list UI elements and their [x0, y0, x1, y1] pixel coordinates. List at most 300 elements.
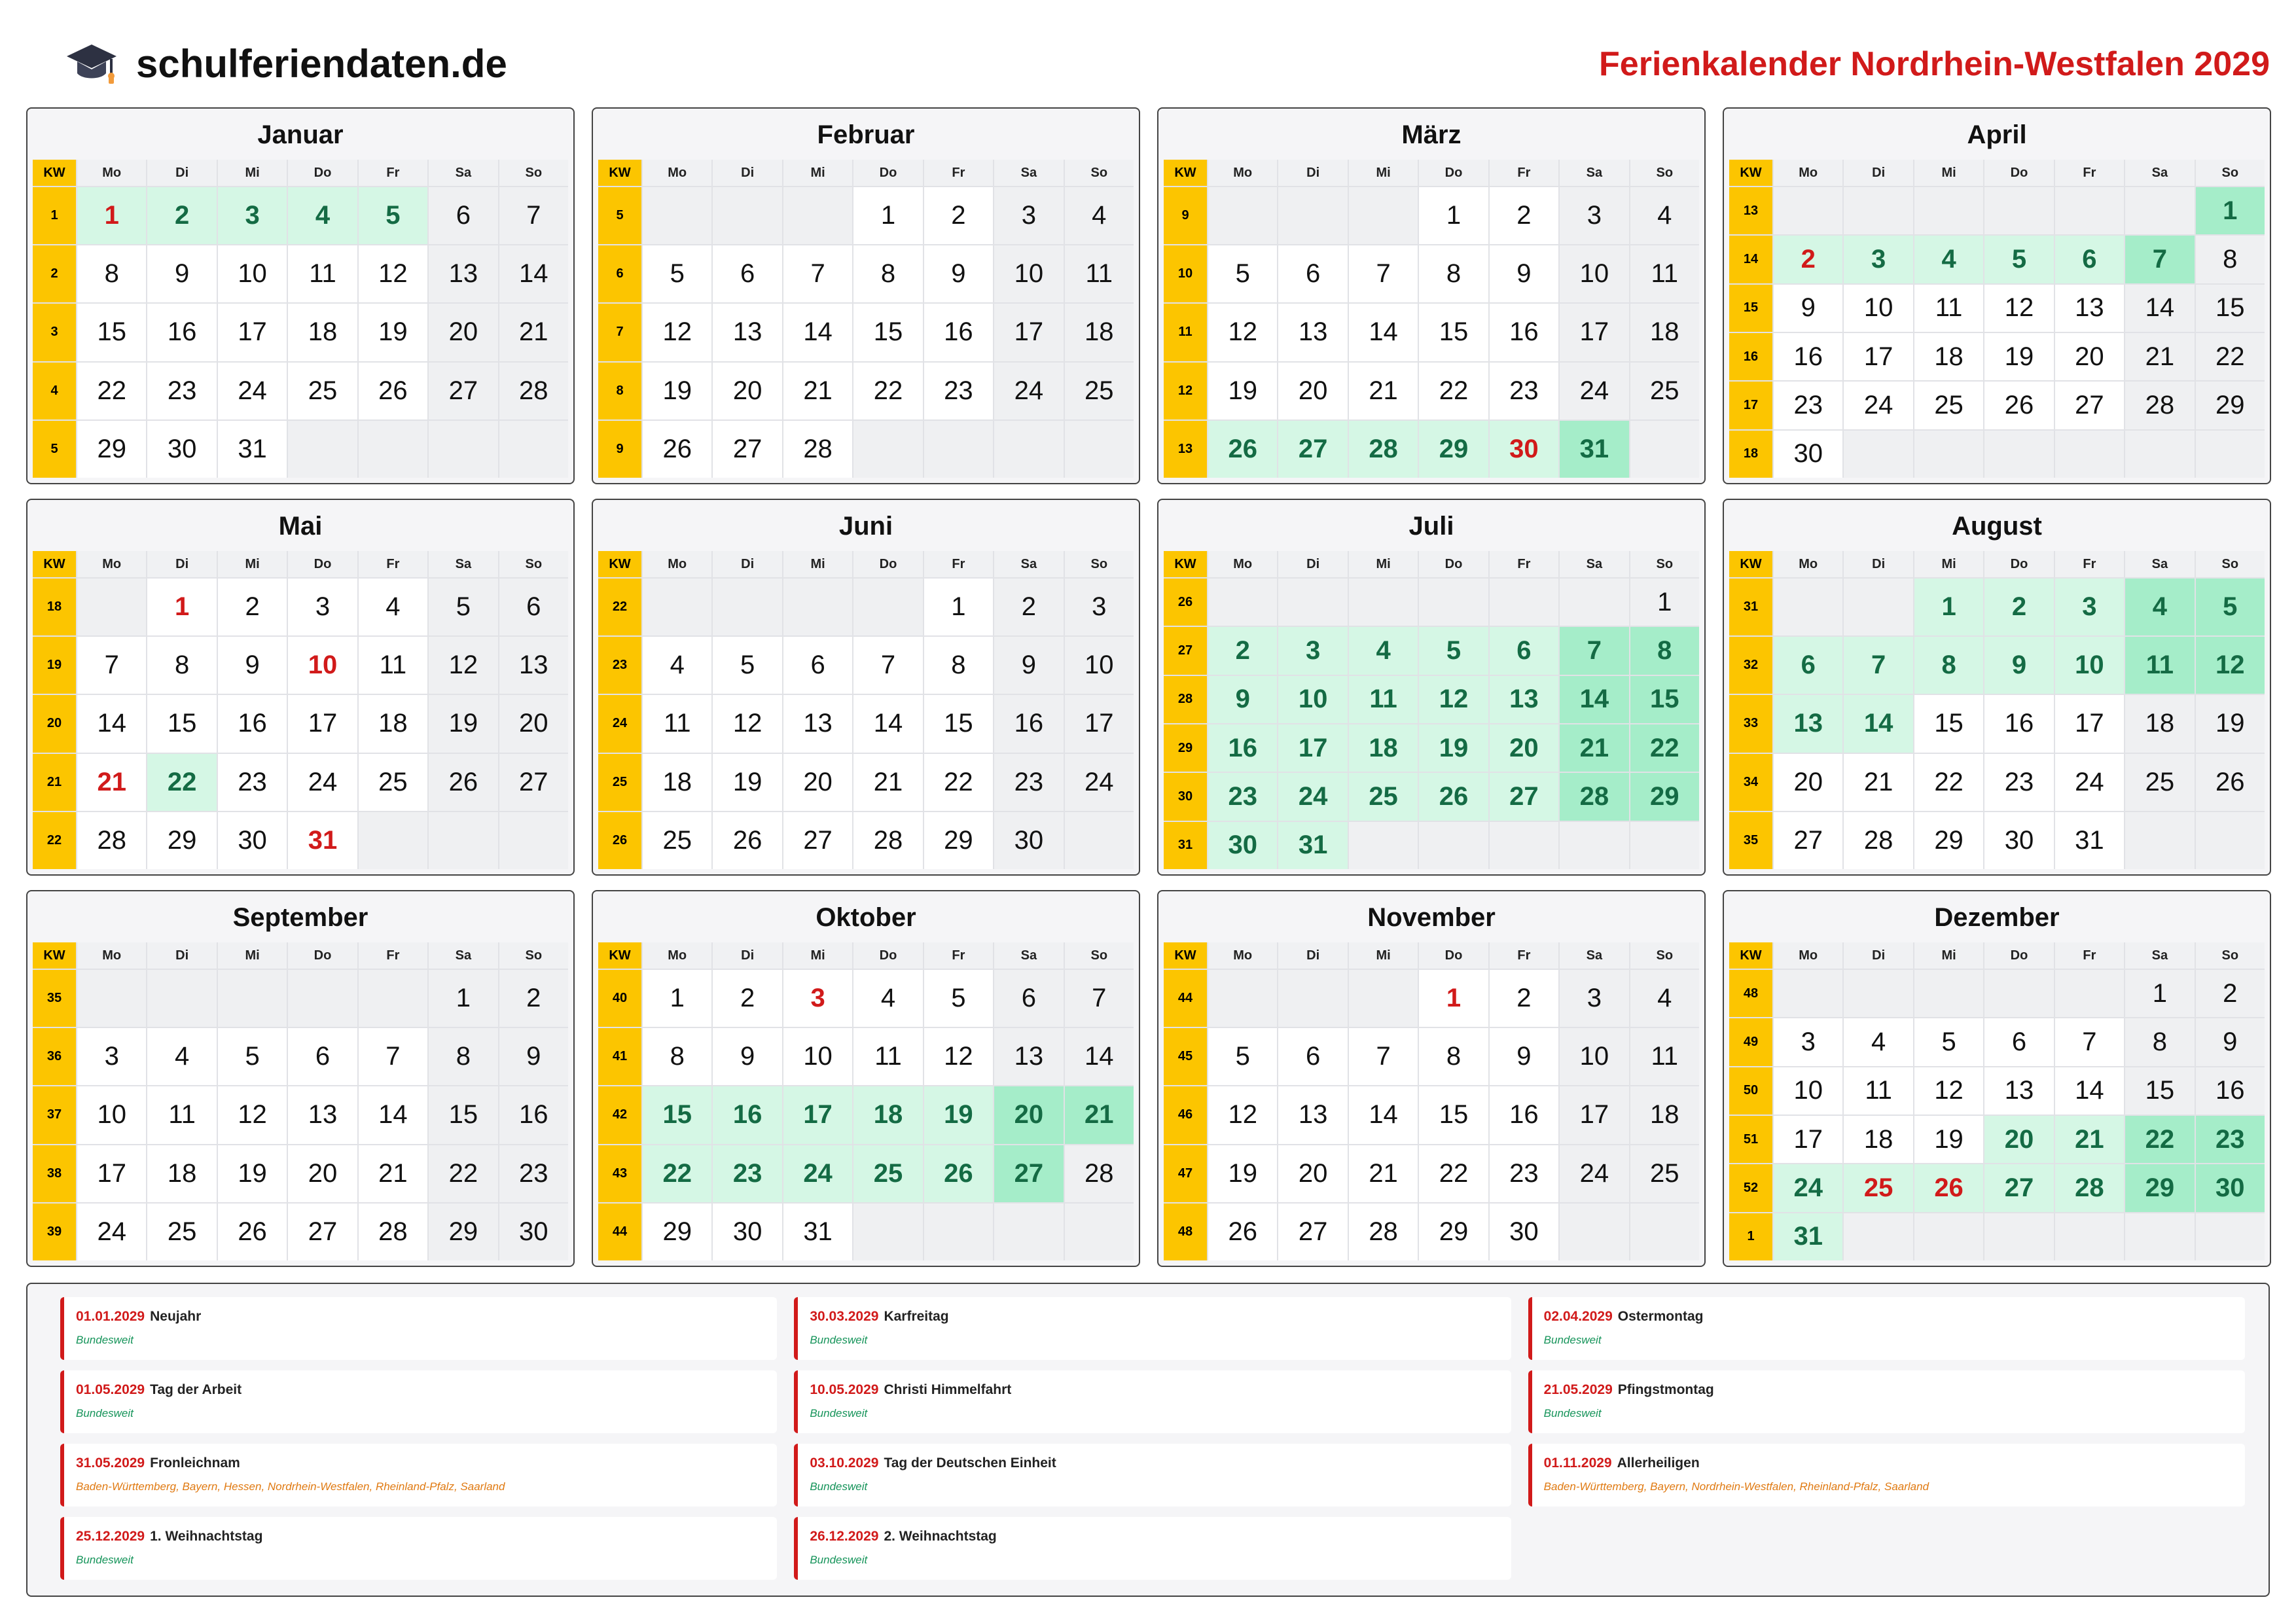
day-cell[interactable]: 5: [1208, 245, 1277, 302]
day-cell[interactable]: 23: [1984, 754, 2053, 811]
day-cell[interactable]: 19: [1208, 363, 1277, 419]
day-cell[interactable]: 5: [643, 245, 711, 302]
day-cell[interactable]: 2: [1774, 236, 1842, 283]
day-cell[interactable]: 31: [783, 1204, 852, 1260]
day-cell[interactable]: 21: [1349, 363, 1418, 419]
day-cell[interactable]: 30: [713, 1204, 781, 1260]
day-cell[interactable]: 3: [218, 187, 287, 244]
day-cell[interactable]: 3: [1560, 187, 1628, 244]
day-cell[interactable]: 18: [853, 1086, 922, 1143]
day-cell[interactable]: 20: [2055, 333, 2124, 380]
day-cell[interactable]: 14: [2125, 285, 2194, 332]
day-cell[interactable]: 31: [288, 812, 357, 869]
day-cell[interactable]: 25: [1914, 382, 1983, 429]
day-cell[interactable]: 10: [288, 637, 357, 694]
day-cell[interactable]: 18: [147, 1145, 216, 1202]
day-cell[interactable]: 4: [1065, 187, 1134, 244]
day-cell[interactable]: 2: [1208, 627, 1277, 674]
day-cell[interactable]: 22: [1419, 1145, 1488, 1202]
day-cell[interactable]: 25: [288, 363, 357, 419]
day-cell[interactable]: 29: [1419, 1204, 1488, 1260]
day-cell[interactable]: 26: [1208, 421, 1277, 478]
day-cell[interactable]: 18: [1349, 724, 1418, 772]
day-cell[interactable]: 2: [1490, 187, 1558, 244]
day-cell[interactable]: 12: [643, 304, 711, 361]
day-cell[interactable]: 8: [2196, 236, 2265, 283]
day-cell[interactable]: 19: [2196, 695, 2265, 752]
day-cell[interactable]: 9: [2196, 1018, 2265, 1065]
day-cell[interactable]: 22: [643, 1145, 711, 1202]
day-cell[interactable]: 24: [1560, 363, 1628, 419]
day-cell[interactable]: 9: [1490, 245, 1558, 302]
day-cell[interactable]: 6: [2055, 236, 2124, 283]
day-cell[interactable]: 20: [1490, 724, 1558, 772]
day-cell[interactable]: 3: [1774, 1018, 1842, 1065]
day-cell[interactable]: 7: [77, 637, 146, 694]
day-cell[interactable]: 25: [1630, 1145, 1699, 1202]
day-cell[interactable]: 2: [2196, 970, 2265, 1017]
day-cell[interactable]: 22: [853, 363, 922, 419]
day-cell[interactable]: 11: [288, 245, 357, 302]
day-cell[interactable]: 19: [1419, 724, 1488, 772]
day-cell[interactable]: 8: [1419, 245, 1488, 302]
day-cell[interactable]: 21: [1844, 754, 1912, 811]
day-cell[interactable]: 25: [147, 1204, 216, 1260]
day-cell[interactable]: 22: [1630, 724, 1699, 772]
day-cell[interactable]: 27: [783, 812, 852, 869]
day-cell[interactable]: 20: [1278, 1145, 1347, 1202]
day-cell[interactable]: 11: [1065, 245, 1134, 302]
day-cell[interactable]: 31: [2055, 812, 2124, 869]
day-cell[interactable]: 27: [499, 754, 568, 811]
day-cell[interactable]: 22: [429, 1145, 497, 1202]
day-cell[interactable]: 2: [1984, 579, 2053, 635]
day-cell[interactable]: 10: [1844, 285, 1912, 332]
day-cell[interactable]: 26: [1419, 773, 1488, 820]
day-cell[interactable]: 12: [1914, 1067, 1983, 1115]
day-cell[interactable]: 17: [288, 695, 357, 752]
day-cell[interactable]: 24: [994, 363, 1063, 419]
day-cell[interactable]: 6: [1984, 1018, 2053, 1065]
day-cell[interactable]: 21: [1065, 1086, 1134, 1143]
day-cell[interactable]: 27: [1774, 812, 1842, 869]
day-cell[interactable]: 6: [1490, 627, 1558, 674]
day-cell[interactable]: 12: [359, 245, 427, 302]
day-cell[interactable]: 28: [1560, 773, 1628, 820]
day-cell[interactable]: 18: [1844, 1116, 1912, 1163]
day-cell[interactable]: 19: [429, 695, 497, 752]
day-cell[interactable]: 10: [1774, 1067, 1842, 1115]
day-cell[interactable]: 24: [783, 1145, 852, 1202]
day-cell[interactable]: 16: [1490, 1086, 1558, 1143]
day-cell[interactable]: 7: [1844, 637, 1912, 694]
day-cell[interactable]: 28: [499, 363, 568, 419]
day-cell[interactable]: 19: [1914, 1116, 1983, 1163]
day-cell[interactable]: 31: [1774, 1213, 1842, 1260]
day-cell[interactable]: 8: [1914, 637, 1983, 694]
day-cell[interactable]: 9: [713, 1028, 781, 1085]
day-cell[interactable]: 12: [1208, 304, 1277, 361]
day-cell[interactable]: 13: [499, 637, 568, 694]
day-cell[interactable]: 22: [1914, 754, 1983, 811]
day-cell[interactable]: 11: [359, 637, 427, 694]
day-cell[interactable]: 11: [1630, 1028, 1699, 1085]
day-cell[interactable]: 24: [2055, 754, 2124, 811]
day-cell[interactable]: 17: [1844, 333, 1912, 380]
day-cell[interactable]: 13: [783, 695, 852, 752]
day-cell[interactable]: 17: [1065, 695, 1134, 752]
day-cell[interactable]: 18: [1630, 304, 1699, 361]
day-cell[interactable]: 4: [1630, 970, 1699, 1027]
day-cell[interactable]: 13: [1278, 304, 1347, 361]
day-cell[interactable]: 5: [1984, 236, 2053, 283]
day-cell[interactable]: 8: [1630, 627, 1699, 674]
day-cell[interactable]: 14: [853, 695, 922, 752]
day-cell[interactable]: 13: [288, 1086, 357, 1143]
site-logo[interactable]: [65, 41, 507, 86]
day-cell[interactable]: 4: [1349, 627, 1418, 674]
day-cell[interactable]: 20: [1774, 754, 1842, 811]
day-cell[interactable]: 22: [924, 754, 993, 811]
day-cell[interactable]: 25: [2125, 754, 2194, 811]
day-cell[interactable]: 20: [288, 1145, 357, 1202]
day-cell[interactable]: 30: [218, 812, 287, 869]
day-cell[interactable]: 9: [1208, 676, 1277, 723]
day-cell[interactable]: 25: [1630, 363, 1699, 419]
day-cell[interactable]: 10: [77, 1086, 146, 1143]
day-cell[interactable]: 14: [1560, 676, 1628, 723]
day-cell[interactable]: 15: [1630, 676, 1699, 723]
day-cell[interactable]: 27: [1490, 773, 1558, 820]
day-cell[interactable]: 22: [2125, 1116, 2194, 1163]
day-cell[interactable]: 15: [1914, 695, 1983, 752]
day-cell[interactable]: 23: [1490, 1145, 1558, 1202]
day-cell[interactable]: 9: [499, 1028, 568, 1085]
day-cell[interactable]: 14: [783, 304, 852, 361]
day-cell[interactable]: 18: [288, 304, 357, 361]
day-cell[interactable]: 15: [77, 304, 146, 361]
day-cell[interactable]: 8: [429, 1028, 497, 1085]
day-cell[interactable]: 23: [2196, 1116, 2265, 1163]
day-cell[interactable]: 30: [499, 1204, 568, 1260]
day-cell[interactable]: 15: [1419, 1086, 1488, 1143]
day-cell[interactable]: 20: [1984, 1116, 2053, 1163]
day-cell[interactable]: 14: [499, 245, 568, 302]
day-cell[interactable]: 17: [2055, 695, 2124, 752]
day-cell[interactable]: 5: [1208, 1028, 1277, 1085]
day-cell[interactable]: 21: [359, 1145, 427, 1202]
day-cell[interactable]: 13: [2055, 285, 2124, 332]
day-cell[interactable]: 24: [1774, 1164, 1842, 1211]
day-cell[interactable]: 16: [713, 1086, 781, 1143]
day-cell[interactable]: 22: [2196, 333, 2265, 380]
day-cell[interactable]: 17: [1278, 724, 1347, 772]
day-cell[interactable]: 26: [713, 812, 781, 869]
day-cell[interactable]: 20: [783, 754, 852, 811]
day-cell[interactable]: 28: [1844, 812, 1912, 869]
day-cell[interactable]: 6: [288, 1028, 357, 1085]
day-cell[interactable]: 6: [1774, 637, 1842, 694]
day-cell[interactable]: 23: [147, 363, 216, 419]
day-cell[interactable]: 4: [1914, 236, 1983, 283]
day-cell[interactable]: 8: [77, 245, 146, 302]
day-cell[interactable]: 11: [1349, 676, 1418, 723]
day-cell[interactable]: 6: [429, 187, 497, 244]
day-cell[interactable]: 10: [1278, 676, 1347, 723]
day-cell[interactable]: 12: [1419, 676, 1488, 723]
day-cell[interactable]: 9: [1774, 285, 1842, 332]
day-cell[interactable]: 16: [2196, 1067, 2265, 1115]
day-cell[interactable]: 31: [1278, 822, 1347, 869]
day-cell[interactable]: 29: [77, 421, 146, 478]
day-cell[interactable]: 10: [1560, 1028, 1628, 1085]
day-cell[interactable]: 26: [924, 1145, 993, 1202]
day-cell[interactable]: 30: [1490, 1204, 1558, 1260]
day-cell[interactable]: 14: [2055, 1067, 2124, 1115]
day-cell[interactable]: 29: [147, 812, 216, 869]
day-cell[interactable]: 16: [1774, 333, 1842, 380]
day-cell[interactable]: 26: [1914, 1164, 1983, 1211]
day-cell[interactable]: 28: [359, 1204, 427, 1260]
day-cell[interactable]: 14: [77, 695, 146, 752]
day-cell[interactable]: 14: [1065, 1028, 1134, 1085]
day-cell[interactable]: 2: [924, 187, 993, 244]
day-cell[interactable]: 28: [1349, 421, 1418, 478]
day-cell[interactable]: 22: [77, 363, 146, 419]
day-cell[interactable]: 7: [1349, 245, 1418, 302]
day-cell[interactable]: 26: [643, 421, 711, 478]
day-cell[interactable]: 23: [1490, 363, 1558, 419]
day-cell[interactable]: 29: [1914, 812, 1983, 869]
day-cell[interactable]: 10: [783, 1028, 852, 1085]
day-cell[interactable]: 1: [2125, 970, 2194, 1017]
day-cell[interactable]: 30: [1208, 822, 1277, 869]
day-cell[interactable]: 27: [429, 363, 497, 419]
day-cell[interactable]: 16: [1984, 695, 2053, 752]
day-cell[interactable]: 9: [924, 245, 993, 302]
day-cell[interactable]: 26: [1208, 1204, 1277, 1260]
day-cell[interactable]: 29: [643, 1204, 711, 1260]
day-cell[interactable]: 10: [1065, 637, 1134, 694]
day-cell[interactable]: 15: [2196, 285, 2265, 332]
day-cell[interactable]: 15: [643, 1086, 711, 1143]
day-cell[interactable]: 12: [1984, 285, 2053, 332]
day-cell[interactable]: 9: [218, 637, 287, 694]
day-cell[interactable]: 19: [218, 1145, 287, 1202]
day-cell[interactable]: 3: [2055, 579, 2124, 635]
day-cell[interactable]: 28: [2055, 1164, 2124, 1211]
day-cell[interactable]: 25: [1844, 1164, 1912, 1211]
day-cell[interactable]: 3: [77, 1028, 146, 1085]
day-cell[interactable]: 8: [2125, 1018, 2194, 1065]
day-cell[interactable]: 14: [1349, 1086, 1418, 1143]
day-cell[interactable]: 16: [924, 304, 993, 361]
day-cell[interactable]: 18: [643, 754, 711, 811]
day-cell[interactable]: 11: [1844, 1067, 1912, 1115]
day-cell[interactable]: 26: [2196, 754, 2265, 811]
day-cell[interactable]: 5: [924, 970, 993, 1027]
day-cell[interactable]: 21: [2125, 333, 2194, 380]
day-cell[interactable]: 30: [1490, 421, 1558, 478]
day-cell[interactable]: 17: [783, 1086, 852, 1143]
day-cell[interactable]: 7: [853, 637, 922, 694]
day-cell[interactable]: 27: [288, 1204, 357, 1260]
day-cell[interactable]: 4: [1630, 187, 1699, 244]
day-cell[interactable]: 23: [924, 363, 993, 419]
day-cell[interactable]: 24: [1278, 773, 1347, 820]
day-cell[interactable]: 16: [994, 695, 1063, 752]
day-cell[interactable]: 22: [1419, 363, 1488, 419]
day-cell[interactable]: 1: [643, 970, 711, 1027]
day-cell[interactable]: 26: [218, 1204, 287, 1260]
day-cell[interactable]: 12: [1208, 1086, 1277, 1143]
day-cell[interactable]: 21: [499, 304, 568, 361]
day-cell[interactable]: 25: [853, 1145, 922, 1202]
day-cell[interactable]: 12: [713, 695, 781, 752]
day-cell[interactable]: 1: [853, 187, 922, 244]
day-cell[interactable]: 12: [218, 1086, 287, 1143]
day-cell[interactable]: 2: [1490, 970, 1558, 1027]
day-cell[interactable]: 8: [147, 637, 216, 694]
day-cell[interactable]: 11: [1914, 285, 1983, 332]
day-cell[interactable]: 13: [429, 245, 497, 302]
day-cell[interactable]: 3: [1844, 236, 1912, 283]
day-cell[interactable]: 1: [77, 187, 146, 244]
day-cell[interactable]: 30: [2196, 1164, 2265, 1211]
day-cell[interactable]: 1: [147, 579, 216, 635]
day-cell[interactable]: 5: [713, 637, 781, 694]
day-cell[interactable]: 10: [1560, 245, 1628, 302]
day-cell[interactable]: 5: [218, 1028, 287, 1085]
day-cell[interactable]: 17: [1774, 1116, 1842, 1163]
day-cell[interactable]: 4: [359, 579, 427, 635]
day-cell[interactable]: 20: [499, 695, 568, 752]
day-cell[interactable]: 6: [1278, 245, 1347, 302]
day-cell[interactable]: 27: [2055, 382, 2124, 429]
day-cell[interactable]: 29: [1630, 773, 1699, 820]
day-cell[interactable]: 3: [288, 579, 357, 635]
day-cell[interactable]: 11: [2125, 637, 2194, 694]
day-cell[interactable]: 21: [853, 754, 922, 811]
day-cell[interactable]: 7: [359, 1028, 427, 1085]
day-cell[interactable]: 4: [2125, 579, 2194, 635]
day-cell[interactable]: 27: [994, 1145, 1063, 1202]
day-cell[interactable]: 19: [359, 304, 427, 361]
day-cell[interactable]: 15: [429, 1086, 497, 1143]
day-cell[interactable]: 13: [994, 1028, 1063, 1085]
day-cell[interactable]: 16: [499, 1086, 568, 1143]
day-cell[interactable]: 29: [2125, 1164, 2194, 1211]
day-cell[interactable]: 6: [783, 637, 852, 694]
day-cell[interactable]: 21: [783, 363, 852, 419]
day-cell[interactable]: 30: [994, 812, 1063, 869]
day-cell[interactable]: 4: [853, 970, 922, 1027]
day-cell[interactable]: 9: [1490, 1028, 1558, 1085]
day-cell[interactable]: 15: [1419, 304, 1488, 361]
day-cell[interactable]: 7: [2055, 1018, 2124, 1065]
day-cell[interactable]: 30: [147, 421, 216, 478]
day-cell[interactable]: 7: [1560, 627, 1628, 674]
day-cell[interactable]: 19: [1208, 1145, 1277, 1202]
day-cell[interactable]: 28: [77, 812, 146, 869]
day-cell[interactable]: 26: [359, 363, 427, 419]
day-cell[interactable]: 14: [1844, 695, 1912, 752]
day-cell[interactable]: 28: [1349, 1204, 1418, 1260]
day-cell[interactable]: 13: [1490, 676, 1558, 723]
day-cell[interactable]: 11: [853, 1028, 922, 1085]
day-cell[interactable]: 4: [147, 1028, 216, 1085]
day-cell[interactable]: 31: [218, 421, 287, 478]
day-cell[interactable]: 16: [1208, 724, 1277, 772]
day-cell[interactable]: 22: [147, 754, 216, 811]
day-cell[interactable]: 26: [429, 754, 497, 811]
day-cell[interactable]: 12: [2196, 637, 2265, 694]
day-cell[interactable]: 11: [1630, 245, 1699, 302]
day-cell[interactable]: 4: [288, 187, 357, 244]
day-cell[interactable]: 24: [1844, 382, 1912, 429]
day-cell[interactable]: 27: [1984, 1164, 2053, 1211]
day-cell[interactable]: 14: [1349, 304, 1418, 361]
day-cell[interactable]: 5: [1914, 1018, 1983, 1065]
day-cell[interactable]: 30: [1774, 431, 1842, 478]
day-cell[interactable]: 21: [1560, 724, 1628, 772]
day-cell[interactable]: 20: [1278, 363, 1347, 419]
day-cell[interactable]: 1: [1419, 970, 1488, 1027]
day-cell[interactable]: 25: [1349, 773, 1418, 820]
day-cell[interactable]: 25: [359, 754, 427, 811]
day-cell[interactable]: 9: [994, 637, 1063, 694]
day-cell[interactable]: 2: [994, 579, 1063, 635]
day-cell[interactable]: 3: [1560, 970, 1628, 1027]
day-cell[interactable]: 18: [2125, 695, 2194, 752]
day-cell[interactable]: 18: [1630, 1086, 1699, 1143]
day-cell[interactable]: 6: [1278, 1028, 1347, 1085]
day-cell[interactable]: 17: [1560, 304, 1628, 361]
day-cell[interactable]: 29: [924, 812, 993, 869]
day-cell[interactable]: 24: [77, 1204, 146, 1260]
day-cell[interactable]: 10: [218, 245, 287, 302]
day-cell[interactable]: 17: [994, 304, 1063, 361]
day-cell[interactable]: 7: [499, 187, 568, 244]
day-cell[interactable]: 2: [147, 187, 216, 244]
day-cell[interactable]: 15: [147, 695, 216, 752]
day-cell[interactable]: 26: [1984, 382, 2053, 429]
day-cell[interactable]: 8: [853, 245, 922, 302]
day-cell[interactable]: 7: [2125, 236, 2194, 283]
day-cell[interactable]: 1: [429, 970, 497, 1027]
day-cell[interactable]: 23: [1208, 773, 1277, 820]
day-cell[interactable]: 24: [1065, 754, 1134, 811]
day-cell[interactable]: 24: [218, 363, 287, 419]
day-cell[interactable]: 23: [499, 1145, 568, 1202]
day-cell[interactable]: 20: [429, 304, 497, 361]
day-cell[interactable]: 3: [994, 187, 1063, 244]
day-cell[interactable]: 21: [77, 754, 146, 811]
day-cell[interactable]: 6: [499, 579, 568, 635]
day-cell[interactable]: 3: [1278, 627, 1347, 674]
day-cell[interactable]: 13: [1774, 695, 1842, 752]
day-cell[interactable]: 28: [783, 421, 852, 478]
day-cell[interactable]: 8: [1419, 1028, 1488, 1085]
day-cell[interactable]: 24: [1560, 1145, 1628, 1202]
day-cell[interactable]: 25: [643, 812, 711, 869]
day-cell[interactable]: 4: [1844, 1018, 1912, 1065]
day-cell[interactable]: 29: [2196, 382, 2265, 429]
day-cell[interactable]: 30: [1984, 812, 2053, 869]
day-cell[interactable]: 17: [77, 1145, 146, 1202]
day-cell[interactable]: 5: [429, 579, 497, 635]
day-cell[interactable]: 9: [1984, 637, 2053, 694]
